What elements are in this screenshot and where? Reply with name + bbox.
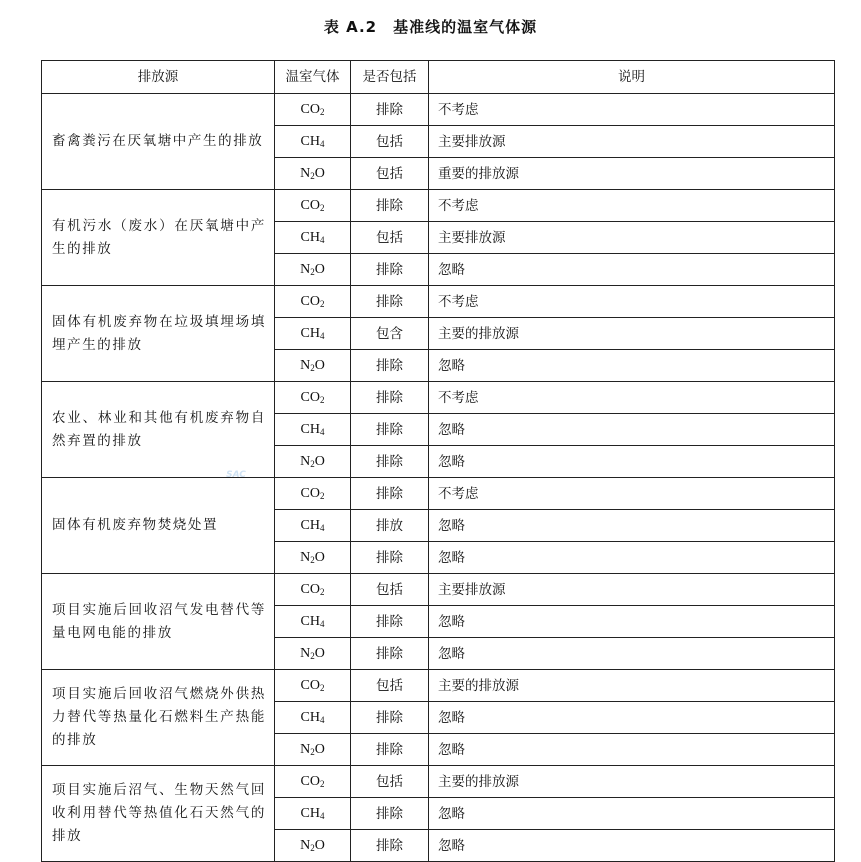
source-cell: 项目实施后沼气、生物天然气回收利用替代等热值化石天然气的排放: [42, 766, 275, 862]
gas-symbol: CO: [300, 486, 320, 501]
included-cell: 包括: [351, 670, 429, 702]
gas-symbol: CO: [300, 678, 320, 693]
note-cell: 主要排放源: [429, 126, 835, 158]
gas-cell: [275, 830, 351, 862]
gas-symbol: CO: [300, 390, 320, 405]
gas-formula: [301, 134, 325, 149]
gas-symbol-tail: O: [314, 550, 325, 565]
table-row: [42, 574, 835, 606]
gas-cell: [275, 766, 351, 798]
included-cell: 排除: [351, 350, 429, 382]
gas-symbol: CH: [300, 710, 320, 725]
gas-symbol: CO: [300, 582, 320, 597]
gas-subscript: 2: [319, 107, 325, 117]
gas-formula: [301, 710, 325, 725]
gas-formula: [300, 358, 325, 373]
header-note: 说明: [429, 61, 835, 94]
gas-symbol: CH: [300, 422, 320, 437]
gas-cell: [275, 702, 351, 734]
note-cell: 忽略: [429, 414, 835, 446]
included-cell: 排除: [351, 286, 429, 318]
note-cell: 不考虑: [429, 190, 835, 222]
gas-subscript: 2: [319, 299, 325, 309]
table-row: [42, 766, 835, 798]
gas-symbol: CO: [300, 198, 320, 213]
gas-cell: [275, 94, 351, 126]
gas-subscript: 2: [319, 779, 325, 789]
gas-cell: [275, 414, 351, 446]
gas-formula: [301, 614, 325, 629]
gas-formula: [300, 646, 325, 661]
table-row: [42, 478, 835, 510]
gas-subscript: 2: [319, 587, 325, 597]
gas-formula: [301, 294, 325, 309]
source-cell: 项目实施后回收沼气燃烧外供热力替代等热量化石燃料生产热能的排放: [42, 670, 275, 766]
gas-cell: [275, 446, 351, 478]
gas-cell: [275, 478, 351, 510]
table-row: [42, 382, 835, 414]
gas-subscript: 2: [310, 747, 315, 757]
included-cell: 排除: [351, 254, 429, 286]
gas-subscript: 2: [310, 171, 315, 181]
gas-symbol: CH: [300, 518, 320, 533]
gas-symbol-tail: O: [314, 838, 325, 853]
note-cell: 忽略: [429, 254, 835, 286]
table-header-row: [42, 61, 835, 94]
source-cell: 畜禽粪污在厌氧塘中产生的排放: [42, 94, 275, 190]
included-cell: 排除: [351, 830, 429, 862]
gas-cell: [275, 606, 351, 638]
included-cell: 排除: [351, 638, 429, 670]
gas-cell: [275, 638, 351, 670]
source-cell: 固体有机废弃物在垃圾填埋场填埋产生的排放: [42, 286, 275, 382]
gas-subscript: 2: [310, 555, 315, 565]
gas-cell: [275, 126, 351, 158]
gas-symbol-tail: O: [314, 742, 325, 757]
gas-symbol: N: [300, 838, 311, 853]
gas-subscript: 2: [319, 491, 325, 501]
gas-symbol: N: [300, 646, 311, 661]
note-cell: 忽略: [429, 542, 835, 574]
gas-symbol-tail: O: [314, 262, 325, 277]
note-cell: 主要排放源: [429, 222, 835, 254]
gas-formula: [301, 582, 325, 597]
note-cell: 主要的排放源: [429, 318, 835, 350]
gas-subscript: 4: [319, 331, 325, 341]
table-row: [42, 286, 835, 318]
table-row: [42, 670, 835, 702]
note-cell: 主要排放源: [429, 574, 835, 606]
gas-subscript: 4: [319, 811, 325, 821]
gas-symbol: CH: [300, 806, 320, 821]
header-included: 是否包括: [351, 61, 429, 94]
gas-subscript: 4: [319, 139, 325, 149]
gas-subscript: 2: [310, 651, 315, 661]
included-cell: 排放: [351, 510, 429, 542]
gas-symbol: CH: [300, 614, 320, 629]
gas-symbol-tail: O: [314, 166, 325, 181]
gas-formula: [300, 742, 325, 757]
note-cell: 忽略: [429, 446, 835, 478]
included-cell: 包括: [351, 574, 429, 606]
gas-subscript: 2: [319, 203, 325, 213]
gas-cell: [275, 734, 351, 766]
included-cell: 排除: [351, 190, 429, 222]
gas-formula: [301, 230, 325, 245]
included-cell: 排除: [351, 734, 429, 766]
gas-cell: [275, 670, 351, 702]
included-cell: 包含: [351, 318, 429, 350]
gas-symbol: CH: [300, 134, 320, 149]
note-cell: 忽略: [429, 638, 835, 670]
included-cell: 包括: [351, 766, 429, 798]
gas-symbol: CH: [300, 326, 320, 341]
included-cell: 排除: [351, 446, 429, 478]
gas-cell: [275, 382, 351, 414]
included-cell: 排除: [351, 414, 429, 446]
gas-formula: [300, 166, 325, 181]
gas-formula: [301, 486, 325, 501]
gas-subscript: 2: [310, 267, 315, 277]
source-cell: 项目实施后回收沼气发电替代等量电网电能的排放: [42, 574, 275, 670]
source-cell: 农业、林业和其他有机废弃物自然弃置的排放: [42, 382, 275, 478]
gas-subscript: 4: [319, 619, 325, 629]
gas-cell: [275, 510, 351, 542]
gas-formula: [301, 678, 325, 693]
header-source: 排放源: [42, 61, 275, 94]
table-row: [42, 94, 835, 126]
gas-cell: [275, 222, 351, 254]
included-cell: 包括: [351, 158, 429, 190]
watermark-logo: SAC: [226, 470, 246, 480]
gas-cell: [275, 798, 351, 830]
included-cell: 排除: [351, 798, 429, 830]
note-cell: 忽略: [429, 798, 835, 830]
gas-symbol: N: [300, 550, 311, 565]
gas-cell: [275, 542, 351, 574]
note-cell: 忽略: [429, 734, 835, 766]
gas-subscript: 2: [310, 363, 315, 373]
gas-symbol: N: [300, 262, 311, 277]
included-cell: 排除: [351, 478, 429, 510]
note-cell: 忽略: [429, 510, 835, 542]
gas-formula: [301, 198, 325, 213]
gas-subscript: 2: [310, 459, 315, 469]
included-cell: 排除: [351, 702, 429, 734]
gas-cell: [275, 574, 351, 606]
note-cell: 重要的排放源: [429, 158, 835, 190]
gas-cell: [275, 286, 351, 318]
included-cell: 包括: [351, 222, 429, 254]
gas-symbol-tail: O: [314, 358, 325, 373]
note-cell: 忽略: [429, 702, 835, 734]
gas-symbol: CO: [300, 774, 320, 789]
note-cell: 不考虑: [429, 286, 835, 318]
included-cell: 排除: [351, 542, 429, 574]
note-cell: 不考虑: [429, 382, 835, 414]
gas-cell: [275, 318, 351, 350]
greenhouse-gas-table: [41, 60, 835, 862]
gas-cell: [275, 190, 351, 222]
gas-formula: [301, 102, 325, 117]
source-cell: 有机污水（废水）在厌氧塘中产生的排放: [42, 190, 275, 286]
gas-symbol-tail: O: [314, 646, 325, 661]
gas-formula: [301, 806, 325, 821]
gas-cell: [275, 158, 351, 190]
note-cell: 忽略: [429, 350, 835, 382]
gas-formula: [300, 262, 325, 277]
gas-formula: [301, 774, 325, 789]
header-gas: 温室气体: [275, 61, 351, 94]
gas-subscript: 4: [319, 715, 325, 725]
note-cell: 主要的排放源: [429, 766, 835, 798]
note-cell: 不考虑: [429, 478, 835, 510]
gas-symbol: N: [300, 454, 311, 469]
note-cell: 忽略: [429, 830, 835, 862]
note-cell: 忽略: [429, 606, 835, 638]
page-title: 表 A.2 基准线的温室气体源: [323, 18, 538, 36]
included-cell: 排除: [351, 94, 429, 126]
source-cell: 固体有机废弃物焚烧处置: [42, 478, 275, 574]
gas-symbol: N: [300, 166, 311, 181]
table-body: [42, 94, 835, 862]
gas-cell: [275, 350, 351, 382]
included-cell: 排除: [351, 382, 429, 414]
gas-formula: [301, 390, 325, 405]
gas-formula: [301, 518, 325, 533]
gas-formula: [300, 550, 325, 565]
gas-subscript: 4: [319, 235, 325, 245]
gas-symbol: N: [300, 742, 311, 757]
gas-symbol: CH: [300, 230, 320, 245]
gas-symbol: N: [300, 358, 311, 373]
gas-subscript: 2: [319, 395, 325, 405]
gas-symbol: CO: [300, 102, 320, 117]
gas-subscript: 4: [319, 427, 325, 437]
included-cell: 排除: [351, 606, 429, 638]
note-cell: 不考虑: [429, 94, 835, 126]
gas-subscript: 2: [310, 843, 315, 853]
gas-formula: [300, 454, 325, 469]
gas-formula: [301, 422, 325, 437]
gas-formula: [300, 838, 325, 853]
gas-subscript: 2: [319, 683, 325, 693]
note-cell: 主要的排放源: [429, 670, 835, 702]
gas-symbol: CO: [300, 294, 320, 309]
gas-symbol-tail: O: [314, 454, 325, 469]
gas-cell: [275, 254, 351, 286]
gas-subscript: 4: [319, 523, 325, 533]
included-cell: 包括: [351, 126, 429, 158]
table-row: [42, 190, 835, 222]
gas-formula: [301, 326, 325, 341]
